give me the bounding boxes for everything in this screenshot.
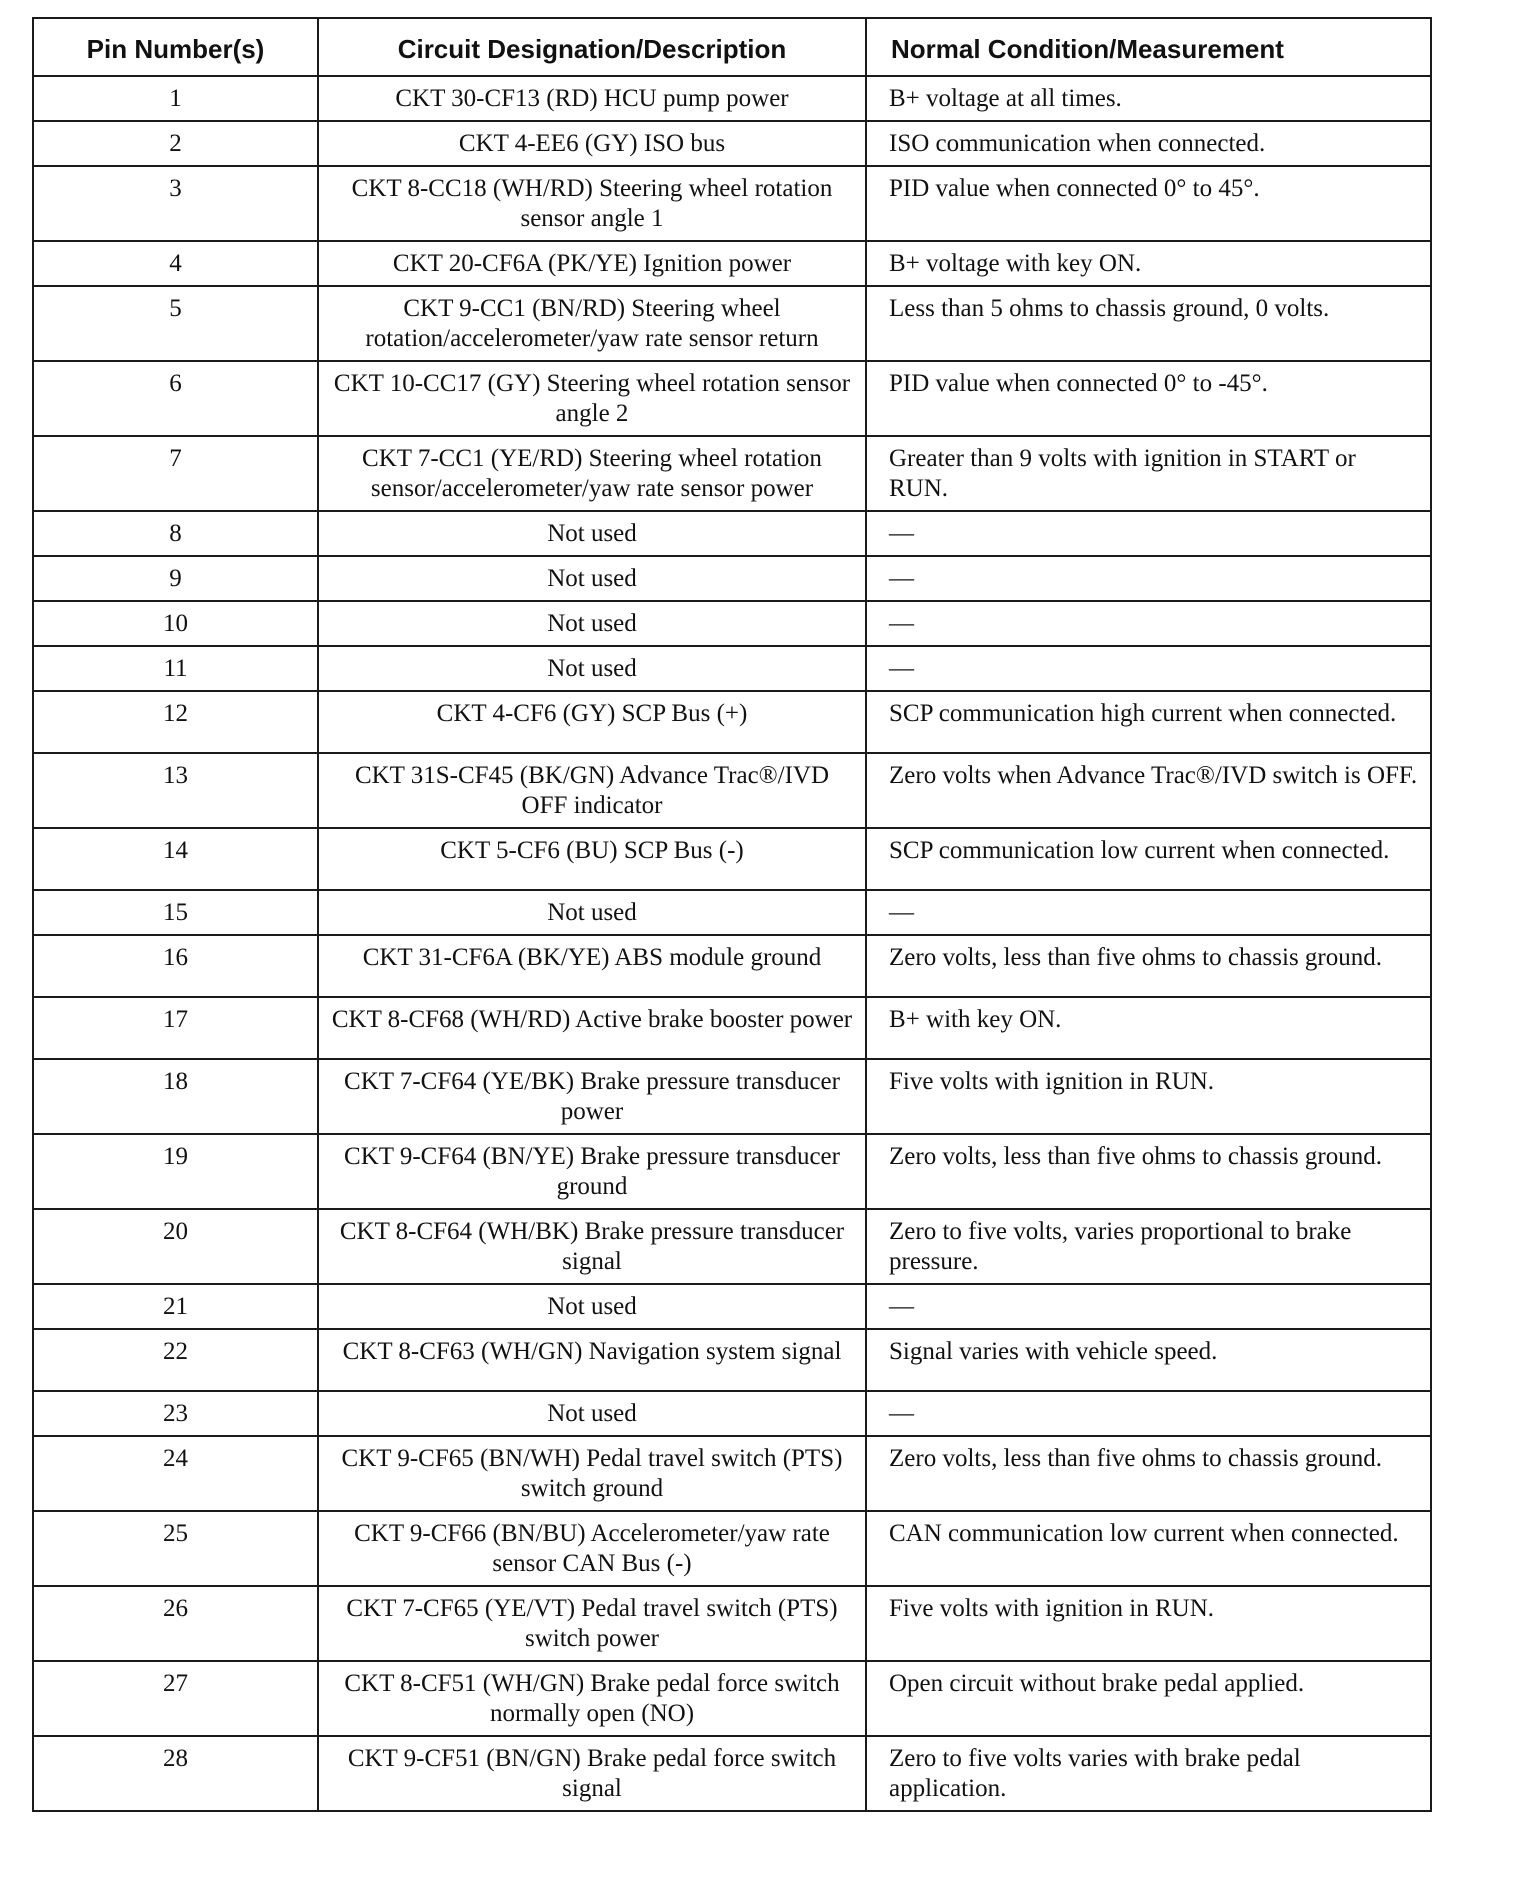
- normal-condition-cell: —: [866, 890, 1431, 935]
- pinout-table: [32, 17, 1432, 1812]
- header-row: [33, 18, 1431, 76]
- normal-condition-cell: CAN communication low current when connected.: [866, 1511, 1431, 1586]
- normal-condition-cell: Five volts with ignition in RUN.: [866, 1059, 1431, 1134]
- circuit-description-cell: CKT 30-CF13 (RD) HCU pump power: [318, 76, 866, 121]
- circuit-description-cell: CKT 8-CC18 (WH/RD) Steering wheel rotation sensor angle 1: [318, 166, 866, 241]
- pin-number-cell: 12: [33, 691, 318, 753]
- circuit-description-cell: Not used: [318, 890, 866, 935]
- circuit-description-cell: CKT 20-CF6A (PK/YE) Ignition power: [318, 241, 866, 286]
- pin-number-cell: 4: [33, 241, 318, 286]
- normal-condition-cell: Zero volts when Advance Trac®/IVD switch is OFF.: [866, 753, 1431, 828]
- circuit-description-cell: CKT 7-CC1 (YE/RD) Steering wheel rotation sensor/accelerometer/yaw rate sensor power: [318, 436, 866, 511]
- table-row: [33, 76, 1431, 121]
- table-row: [33, 1511, 1431, 1586]
- normal-condition-cell: SCP communication high current when connected.: [866, 691, 1431, 753]
- normal-condition-cell: —: [866, 1284, 1431, 1329]
- circuit-description-cell: CKT 7-CF64 (YE/BK) Brake pressure transducer power: [318, 1059, 866, 1134]
- pin-number-cell: 8: [33, 511, 318, 556]
- circuit-description-cell: CKT 9-CC1 (BN/RD) Steering wheel rotation/accelerometer/yaw rate sensor return: [318, 286, 866, 361]
- table-row: [33, 121, 1431, 166]
- pin-number-cell: 28: [33, 1736, 318, 1811]
- table-row: [33, 1134, 1431, 1209]
- normal-condition-cell: Five volts with ignition in RUN.: [866, 1586, 1431, 1661]
- normal-condition-cell: —: [866, 556, 1431, 601]
- table-row: [33, 556, 1431, 601]
- table-row: [33, 997, 1431, 1059]
- pin-number-cell: 15: [33, 890, 318, 935]
- circuit-description-cell: CKT 5-CF6 (BU) SCP Bus (-): [318, 828, 866, 890]
- circuit-description-cell: CKT 9-CF51 (BN/GN) Brake pedal force switch signal: [318, 1736, 866, 1811]
- pin-number-cell: 9: [33, 556, 318, 601]
- table-row: [33, 601, 1431, 646]
- normal-condition-cell: PID value when connected 0° to -45°.: [866, 361, 1431, 436]
- pin-number-cell: 2: [33, 121, 318, 166]
- pin-number-cell: 5: [33, 286, 318, 361]
- table-row: [33, 166, 1431, 241]
- table-row: [33, 890, 1431, 935]
- normal-condition-cell: Less than 5 ohms to chassis ground, 0 volts.: [866, 286, 1431, 361]
- circuit-description-cell: CKT 8-CF64 (WH/BK) Brake pressure transducer signal: [318, 1209, 866, 1284]
- table-row: [33, 1284, 1431, 1329]
- table-row: [33, 511, 1431, 556]
- pin-number-cell: 6: [33, 361, 318, 436]
- circuit-description-cell: CKT 9-CF64 (BN/YE) Brake pressure transducer ground: [318, 1134, 866, 1209]
- pin-number-cell: 18: [33, 1059, 318, 1134]
- circuit-description-cell: Not used: [318, 646, 866, 691]
- circuit-description-cell: Not used: [318, 511, 866, 556]
- circuit-description-cell: CKT 8-CF63 (WH/GN) Navigation system signal: [318, 1329, 866, 1391]
- pin-number-cell: 23: [33, 1391, 318, 1436]
- normal-condition-cell: B+ with key ON.: [866, 997, 1431, 1059]
- table-row: [33, 691, 1431, 753]
- pin-number-cell: 26: [33, 1586, 318, 1661]
- circuit-description-cell: CKT 10-CC17 (GY) Steering wheel rotation sensor angle 2: [318, 361, 866, 436]
- normal-condition-cell: Zero volts, less than five ohms to chassis ground.: [866, 1134, 1431, 1209]
- table-row: [33, 1209, 1431, 1284]
- table-row: [33, 1436, 1431, 1511]
- pin-number-cell: 11: [33, 646, 318, 691]
- pin-number-cell: 3: [33, 166, 318, 241]
- circuit-description-cell: Not used: [318, 556, 866, 601]
- normal-condition-cell: Zero to five volts varies with brake pedal application.: [866, 1736, 1431, 1811]
- table-row: [33, 241, 1431, 286]
- header-circuit-description: Circuit Designation/Description: [318, 18, 866, 76]
- table-body: [33, 76, 1431, 1811]
- pin-number-cell: 24: [33, 1436, 318, 1511]
- normal-condition-cell: ISO communication when connected.: [866, 121, 1431, 166]
- normal-condition-cell: PID value when connected 0° to 45°.: [866, 166, 1431, 241]
- normal-condition-cell: Greater than 9 volts with ignition in START or RUN.: [866, 436, 1431, 511]
- pin-number-cell: 14: [33, 828, 318, 890]
- table-row: [33, 753, 1431, 828]
- table-row: [33, 646, 1431, 691]
- pin-number-cell: 19: [33, 1134, 318, 1209]
- pin-number-cell: 27: [33, 1661, 318, 1736]
- circuit-description-cell: CKT 9-CF65 (BN/WH) Pedal travel switch (PTS) switch ground: [318, 1436, 866, 1511]
- table-row: [33, 361, 1431, 436]
- pin-number-cell: 20: [33, 1209, 318, 1284]
- circuit-description-cell: CKT 4-CF6 (GY) SCP Bus (+): [318, 691, 866, 753]
- table-row: [33, 1329, 1431, 1391]
- pin-number-cell: 7: [33, 436, 318, 511]
- pin-number-cell: 1: [33, 76, 318, 121]
- circuit-description-cell: CKT 31-CF6A (BK/YE) ABS module ground: [318, 935, 866, 997]
- table-row: [33, 1059, 1431, 1134]
- pinout-table-container: [32, 17, 1430, 1812]
- circuit-description-cell: CKT 4-EE6 (GY) ISO bus: [318, 121, 866, 166]
- normal-condition-cell: —: [866, 601, 1431, 646]
- header-pin-numbers: Pin Number(s): [33, 18, 318, 76]
- table-header: [33, 18, 1431, 76]
- circuit-description-cell: CKT 8-CF68 (WH/RD) Active brake booster power: [318, 997, 866, 1059]
- table-row: [33, 1661, 1431, 1736]
- normal-condition-cell: Zero to five volts, varies proportional to brake pressure.: [866, 1209, 1431, 1284]
- normal-condition-cell: B+ voltage with key ON.: [866, 241, 1431, 286]
- normal-condition-cell: Open circuit without brake pedal applied.: [866, 1661, 1431, 1736]
- table-row: [33, 436, 1431, 511]
- table-row: [33, 1586, 1431, 1661]
- header-normal-condition: Normal Condition/Measurement: [866, 18, 1431, 76]
- circuit-description-cell: Not used: [318, 1391, 866, 1436]
- circuit-description-cell: CKT 31S-CF45 (BK/GN) Advance Trac®/IVD OFF indicator: [318, 753, 866, 828]
- table-row: [33, 1736, 1431, 1811]
- normal-condition-cell: Zero volts, less than five ohms to chassis ground.: [866, 935, 1431, 997]
- pin-number-cell: 25: [33, 1511, 318, 1586]
- normal-condition-cell: B+ voltage at all times.: [866, 76, 1431, 121]
- normal-condition-cell: SCP communication low current when connected.: [866, 828, 1431, 890]
- normal-condition-cell: —: [866, 511, 1431, 556]
- circuit-description-cell: Not used: [318, 1284, 866, 1329]
- table-row: [33, 828, 1431, 890]
- pin-number-cell: 13: [33, 753, 318, 828]
- table-row: [33, 935, 1431, 997]
- normal-condition-cell: Signal varies with vehicle speed.: [866, 1329, 1431, 1391]
- circuit-description-cell: CKT 8-CF51 (WH/GN) Brake pedal force switch normally open (NO): [318, 1661, 866, 1736]
- circuit-description-cell: CKT 7-CF65 (YE/VT) Pedal travel switch (PTS) switch power: [318, 1586, 866, 1661]
- normal-condition-cell: —: [866, 646, 1431, 691]
- circuit-description-cell: Not used: [318, 601, 866, 646]
- normal-condition-cell: —: [866, 1391, 1431, 1436]
- table-row: [33, 1391, 1431, 1436]
- normal-condition-cell: Zero volts, less than five ohms to chassis ground.: [866, 1436, 1431, 1511]
- pin-number-cell: 21: [33, 1284, 318, 1329]
- pin-number-cell: 22: [33, 1329, 318, 1391]
- pin-number-cell: 16: [33, 935, 318, 997]
- pin-number-cell: 17: [33, 997, 318, 1059]
- table-row: [33, 286, 1431, 361]
- pin-number-cell: 10: [33, 601, 318, 646]
- circuit-description-cell: CKT 9-CF66 (BN/BU) Accelerometer/yaw rate sensor CAN Bus (-): [318, 1511, 866, 1586]
